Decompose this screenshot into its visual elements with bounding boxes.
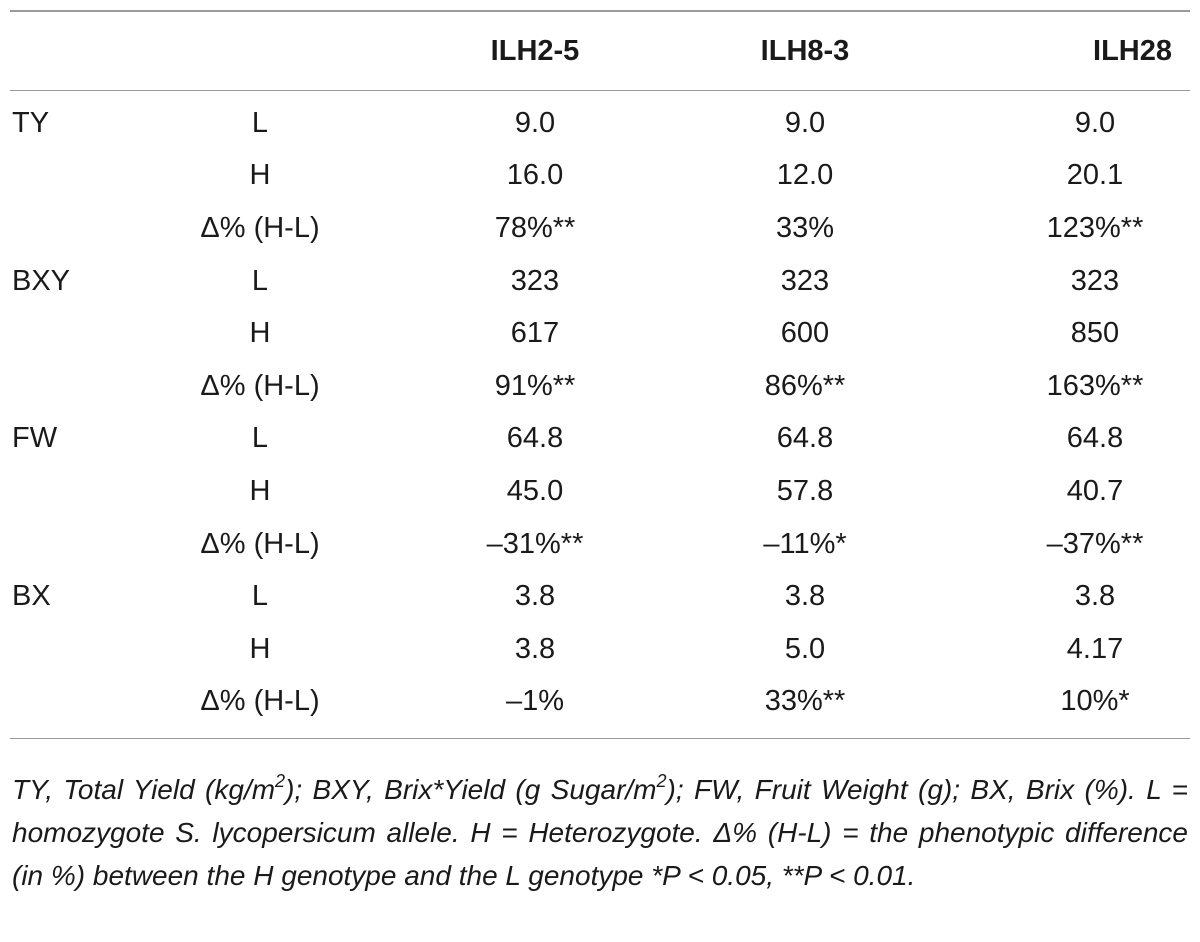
value-cell: –11%* <box>763 527 847 560</box>
value-cell: 12.0 <box>776 159 834 192</box>
trait-cell <box>10 307 120 360</box>
bottom-rule <box>10 738 1190 739</box>
table-row <box>10 150 1190 203</box>
value-cell: 16.0 <box>506 159 564 192</box>
value-cell: 45.0 <box>506 474 564 507</box>
value-cell: 5.0 <box>784 632 826 665</box>
data-table-container <box>10 10 1190 739</box>
trait-cell: FW <box>12 422 58 455</box>
value-cell: 850 <box>1070 317 1120 350</box>
header-ilh2-5: ILH2-5 <box>490 34 580 67</box>
trait-cell: BX <box>12 580 51 613</box>
value-cell: 33%** <box>764 685 846 718</box>
value-cell: 163%** <box>1046 369 1144 402</box>
trait-cell <box>10 150 120 203</box>
table-footnote <box>12 768 1188 897</box>
value-cell: 64.8 <box>506 422 564 455</box>
header-trait <box>10 12 120 91</box>
genotype-cell: H <box>249 632 271 665</box>
value-cell: –1% <box>505 685 565 718</box>
value-cell: 3.8 <box>1074 580 1116 613</box>
value-cell: 323 <box>510 264 560 297</box>
footnote-superscript: 2 <box>656 770 667 791</box>
table-row <box>10 623 1190 676</box>
value-cell: 9.0 <box>1074 106 1116 139</box>
table-row <box>10 676 1190 729</box>
genotype-cell: H <box>249 474 271 507</box>
value-cell: 33% <box>775 211 835 244</box>
trait-cell <box>10 465 120 518</box>
value-cell: 57.8 <box>776 474 834 507</box>
genotype-cell: Δ% (H-L) <box>200 369 320 402</box>
trait-cell <box>10 518 120 571</box>
value-cell: 64.8 <box>776 422 834 455</box>
trait-cell <box>10 676 120 729</box>
footnote-superscript: 2 <box>275 770 286 791</box>
value-cell: 3.8 <box>514 632 556 665</box>
value-cell: 4.17 <box>1066 632 1124 665</box>
value-cell: 78%** <box>494 211 576 244</box>
table-row <box>10 413 1190 466</box>
value-cell: 9.0 <box>514 106 556 139</box>
value-cell: 323 <box>780 264 830 297</box>
value-cell: 9.0 <box>784 106 826 139</box>
value-cell: 91%** <box>494 369 576 402</box>
table-row <box>10 255 1190 308</box>
genotype-cell: Δ% (H-L) <box>200 527 320 560</box>
table-row <box>10 465 1190 518</box>
table-row <box>10 91 1190 150</box>
table-row <box>10 307 1190 360</box>
value-cell: 20.1 <box>1066 159 1124 192</box>
table-row <box>10 518 1190 571</box>
genotype-cell: H <box>249 159 271 192</box>
genotype-cell: L <box>251 264 269 297</box>
value-cell: 64.8 <box>1066 422 1124 455</box>
value-cell: 323 <box>1070 264 1120 297</box>
footnote-part3: ); FW, Fruit Weight (g); BX, Brix (%). L = homozygote S. lycopersicum allele. H = Heterozygote. Δ% (H-L) = the phenotypic difference (in %) between the H genotype and the L genotype *P < 0.05, **P < 0.01. <box>12 774 1188 891</box>
header-row <box>10 12 1190 91</box>
value-cell: –31%** <box>486 527 584 560</box>
trait-cell: TY <box>12 106 50 139</box>
trait-cell: BXY <box>12 264 71 297</box>
table-row <box>10 570 1190 623</box>
genotype-cell: H <box>249 317 271 350</box>
footnote-part1: TY, Total Yield (kg/m <box>12 774 276 805</box>
header-genotype <box>120 12 400 91</box>
value-cell: 10%* <box>1060 685 1130 718</box>
table-body <box>10 91 1190 729</box>
value-cell: 123%** <box>1046 211 1144 244</box>
footnote-part2: ); BXY, Brix*Yield (g Sugar/m <box>285 774 657 805</box>
value-cell: 3.8 <box>514 580 556 613</box>
table-row <box>10 202 1190 255</box>
genotype-cell: L <box>251 580 269 613</box>
value-cell: 40.7 <box>1066 474 1124 507</box>
value-cell: 86%** <box>764 369 846 402</box>
genotype-cell: Δ% (H-L) <box>200 685 320 718</box>
value-cell: 3.8 <box>784 580 826 613</box>
header-ilh8-3: ILH8-3 <box>760 34 850 67</box>
trait-cell <box>10 202 120 255</box>
value-cell: 600 <box>780 317 830 350</box>
genotype-cell: L <box>251 106 269 139</box>
header-ilh28: ILH28 <box>1093 34 1172 67</box>
genotype-cell: L <box>251 422 269 455</box>
trait-cell <box>10 360 120 413</box>
value-cell: 617 <box>510 317 560 350</box>
genotype-cell: Δ% (H-L) <box>200 211 320 244</box>
table-row <box>10 360 1190 413</box>
data-table <box>10 12 1190 728</box>
trait-cell <box>10 623 120 676</box>
value-cell: –37%** <box>1046 527 1144 560</box>
